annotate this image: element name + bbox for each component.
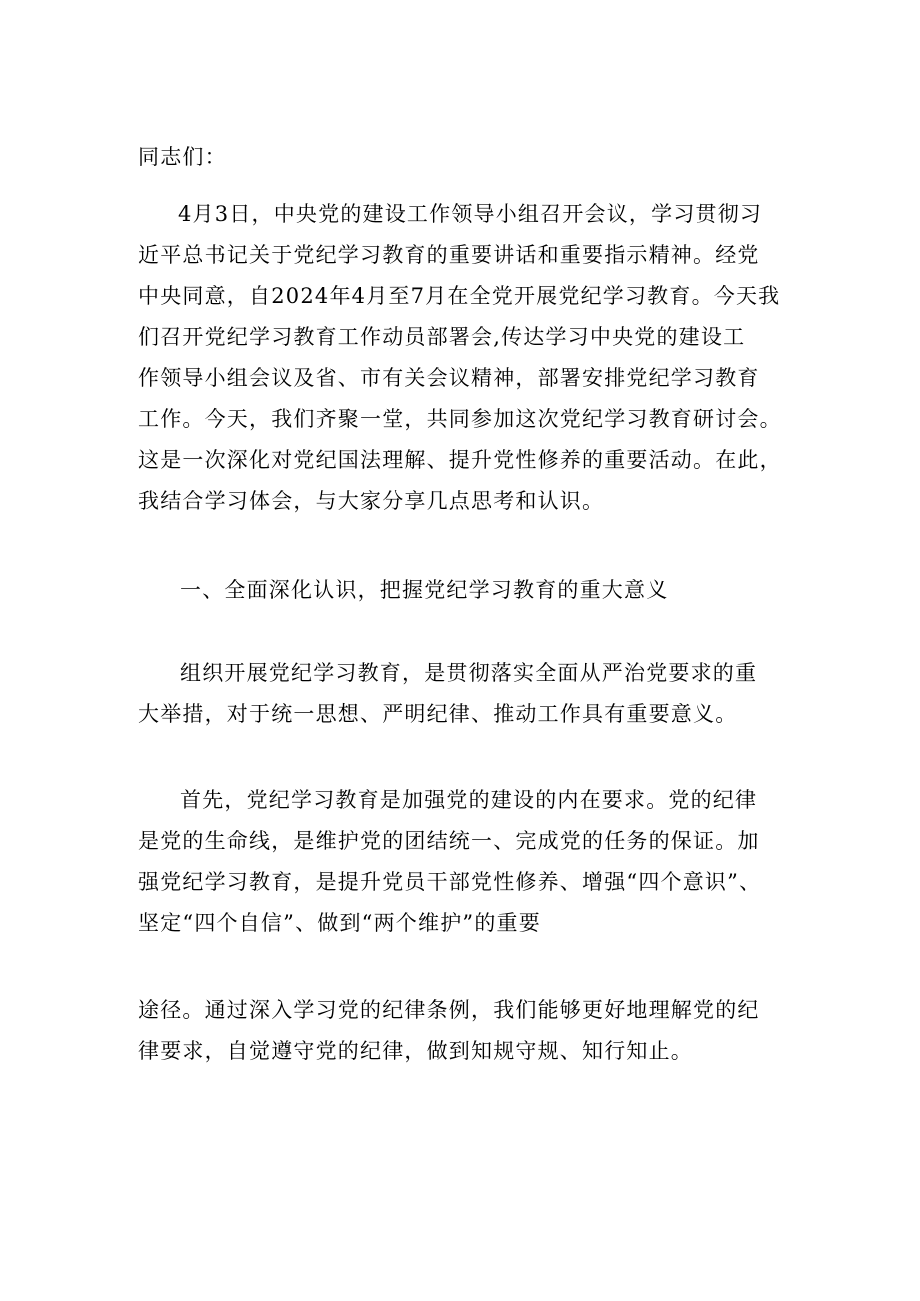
para-1-line-2: 大举措，对于统一思想、严明纪律、推动工作具有重要意义。 bbox=[138, 702, 738, 726]
intro-line-2: 近平总书记关于党纪学习教育的重要讲话和重要指示精神。经党 bbox=[138, 243, 760, 267]
intro-line-8: 我结合学习体会，与大家分享几点思考和认识。 bbox=[138, 489, 605, 513]
intro-line-5: 作领导小组会议及省、市有关会议精神，部署安排党纪学习教育 bbox=[138, 366, 760, 390]
section-heading-1: 一、全面深化认识，把握党纪学习教育的重大意义 bbox=[180, 578, 669, 602]
para-2-line-1: 首先，党纪学习教育是加强党的建设的内在要求。党的纪律 bbox=[180, 788, 758, 812]
para-2-line-2: 是党的生命线，是维护党的团结统一、完成党的任务的保证。加 bbox=[138, 829, 760, 853]
salutation: 同志们： bbox=[138, 145, 227, 169]
intro-line-1: 4月3日，中央党的建设工作领导小组召开会议，学习贯彻习 bbox=[178, 202, 763, 226]
para-3-line-1: 途径。通过深入学习党的纪律条例，我们能够更好地理解党的纪 bbox=[138, 998, 760, 1022]
intro-line-4: 们召开党纪学习教育工作动员部署会,传达学习中央党的建设工 bbox=[138, 325, 746, 349]
intro-line-6: 工作。今天，我们齐聚一堂，共同参加这次党纪学习教育研讨会。 bbox=[138, 407, 782, 431]
intro-line-7: 这是一次深化对党纪国法理解、提升党性修养的重要活动。在此， bbox=[138, 448, 782, 472]
para-2-line-3: 强党纪学习教育，是提升党员干部党性修养、增强“四个意识”、 bbox=[138, 870, 762, 894]
para-1-line-1: 组织开展党纪学习教育，是贯彻落实全面从严治党要求的重 bbox=[180, 661, 758, 685]
para-3-line-2: 律要求，自觉遵守党的纪律，做到知规守规、知行知止。 bbox=[138, 1039, 693, 1063]
intro-line-3: 中央同意，自2024年4月至7月在全党开展党纪学习教育。今天我 bbox=[138, 284, 781, 308]
para-2-line-4: 坚定“四个自信”、做到“两个维护”的重要 bbox=[138, 911, 541, 935]
